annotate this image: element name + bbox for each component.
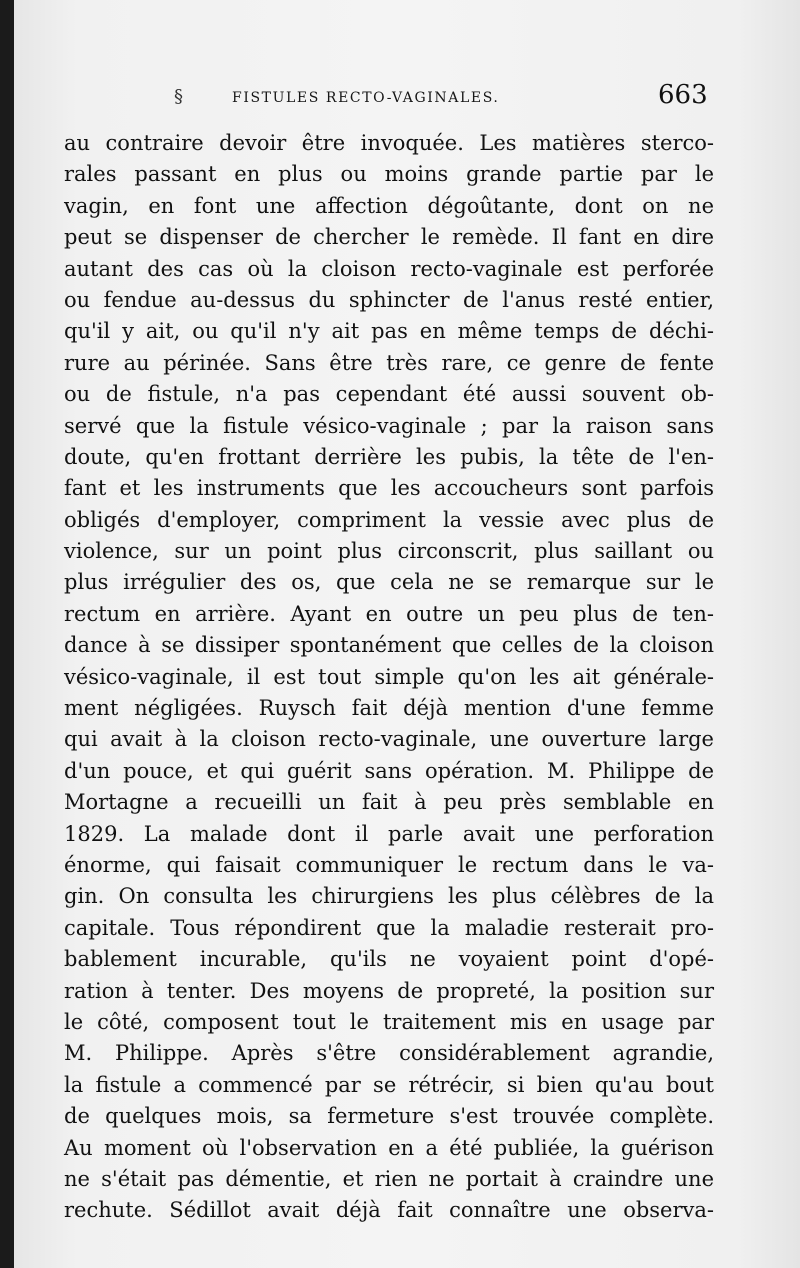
text-line: la fistule a commencé par se rétrécir, si bien qu'au bout [64, 1072, 714, 1097]
text-line: fant et les instruments que les accoucheurs sont parfois [64, 476, 714, 501]
book-page [14, 0, 800, 1268]
text-line: 1829. La malade dont il parle avait une perforation [64, 821, 714, 846]
text-line: plus irrégulier des os, que cela ne se remarque sur le [64, 570, 714, 595]
text-line: ou de fistule, n'a pas cependant été aussi souvent ob- [64, 382, 714, 407]
text-line: énorme, qui faisait communiquer le rectum dans le va- [64, 852, 714, 877]
page-number: 663 [658, 80, 708, 110]
text-line: d'un pouce, et qui guérit sans opération. M. Philippe de [64, 758, 714, 783]
running-title: FISTULES RECTO-VAGINALES. [232, 90, 500, 106]
body-text [64, 128, 714, 1227]
text-line: peut se dispenser de chercher le remède. Il fant en dire [64, 225, 714, 250]
text-line: qu'il y ait, ou qu'il n'y ait pas en même temps de déchi- [64, 319, 714, 344]
text-line: violence, sur un point plus circonscrit, plus saillant ou [64, 539, 714, 564]
text-line: servé que la fistule vésico-vaginale ; par la raison sans [64, 413, 714, 438]
text-line: rectum en arrière. Ayant en outre un peu plus de ten- [64, 601, 714, 626]
text-line: doute, qu'en frottant derrière les pubis, la tête de l'en- [64, 444, 714, 469]
text-line: de quelques mois, sa fermeture s'est trouvée complète. [64, 1104, 714, 1129]
text-line: Au moment où l'observation en a été publiée, la guérison [64, 1135, 714, 1160]
text-line: rales passant en plus ou moins grande partie par le [64, 162, 714, 187]
text-line: bablement incurable, qu'ils ne voyaient point d'opé- [64, 947, 714, 972]
text-line: ration à tenter. Des moyens de propreté, la position sur [64, 978, 714, 1003]
text-line: Mortagne a recueilli un fait à peu près semblable en [64, 790, 714, 815]
text-line: ne s'était pas démentie, et rien ne portait à craindre une [64, 1166, 714, 1191]
text-line: vésico-vaginale, il est tout simple qu'on les ait générale- [64, 664, 714, 689]
text-line: rure au périnée. Sans être très rare, ce genre de fente [64, 350, 714, 375]
text-line: obligés d'employer, compriment la vessie avec plus de [64, 507, 714, 532]
text-line: le côté, composent tout le traitement mis en usage par [64, 1009, 714, 1034]
running-header [14, 78, 800, 112]
text-line: au contraire devoir être invoquée. Les matières sterco- [64, 131, 714, 155]
text-line: capitale. Tous répondirent que la maladie resterait pro- [64, 915, 714, 940]
text-line: rechute. Sédillot avait déjà fait connaître une observa- [64, 1198, 714, 1223]
text-line: vagin, en font une affection dégoûtante, dont on ne [64, 193, 714, 218]
text-line: ment négligées. Ruysch fait déjà mention d'une femme [64, 696, 714, 721]
text-line: autant des cas où la cloison recto-vaginale est perforée [64, 256, 714, 281]
text-line: qui avait à la cloison recto-vaginale, une ouverture large [64, 727, 714, 752]
text-line: dance à se dissiper spontanément que celles de la cloison [64, 633, 714, 658]
header-ornament: § [174, 86, 183, 107]
text-line: ou fendue au-dessus du sphincter de l'anus resté entier, [64, 287, 714, 312]
text-line: gin. On consulta les chirurgiens les plus célèbres de la [64, 884, 714, 909]
text-line: M. Philippe. Après s'être considérablement agrandie, [64, 1041, 714, 1066]
